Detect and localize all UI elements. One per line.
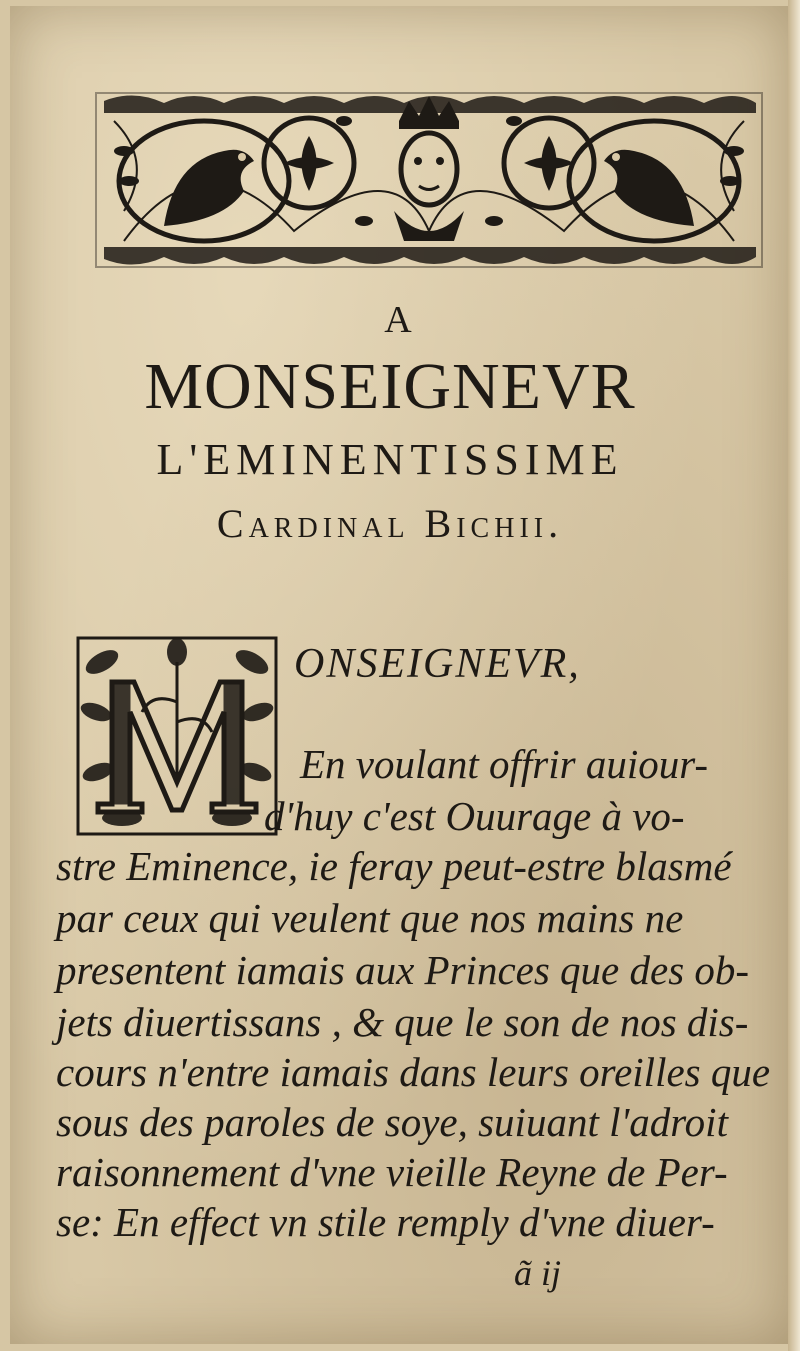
body-line-2: d'huy c'est Ouurage à vo- <box>264 793 685 839</box>
signature-mark: ã ij <box>514 1253 562 1293</box>
page-edge <box>788 0 800 1351</box>
floral-initial-m-icon <box>72 632 282 840</box>
body-line-10: se: En effect vn stile remply d'vne diuer- <box>56 1199 715 1245</box>
headpiece-ornament-icon <box>94 91 764 269</box>
body-line-7: cours n'entre iamais dans leurs oreilles que <box>56 1049 771 1095</box>
title-a: A <box>384 299 414 341</box>
title-monseigneur: MONSEIGNEVR <box>144 350 636 423</box>
book-page <box>10 6 788 1344</box>
body-line-1: En voulant offrir auiour- <box>300 741 709 787</box>
body-line-9: raisonnement d'vne vieille Reyne de Per- <box>56 1149 728 1195</box>
title-cardinal-bichii: Cardinal Bichii. <box>216 501 564 546</box>
body-line-5: presentent iamais aux Princes que des ob- <box>56 947 750 993</box>
salutation: ONSEIGNEVR, <box>294 641 581 687</box>
body-line-6: jets diuertissans , & que le son de nos dis- <box>56 999 749 1045</box>
title-eminentissime: L'EMINENTISSIME <box>156 435 624 484</box>
body-line-3: stre Eminence, ie feray peut-estre blasmé <box>56 843 732 889</box>
body-line-8: sous des paroles de soye, suiuant l'adroit <box>56 1099 728 1145</box>
body-line-4: par ceux qui veulent que nos mains ne <box>56 895 684 941</box>
